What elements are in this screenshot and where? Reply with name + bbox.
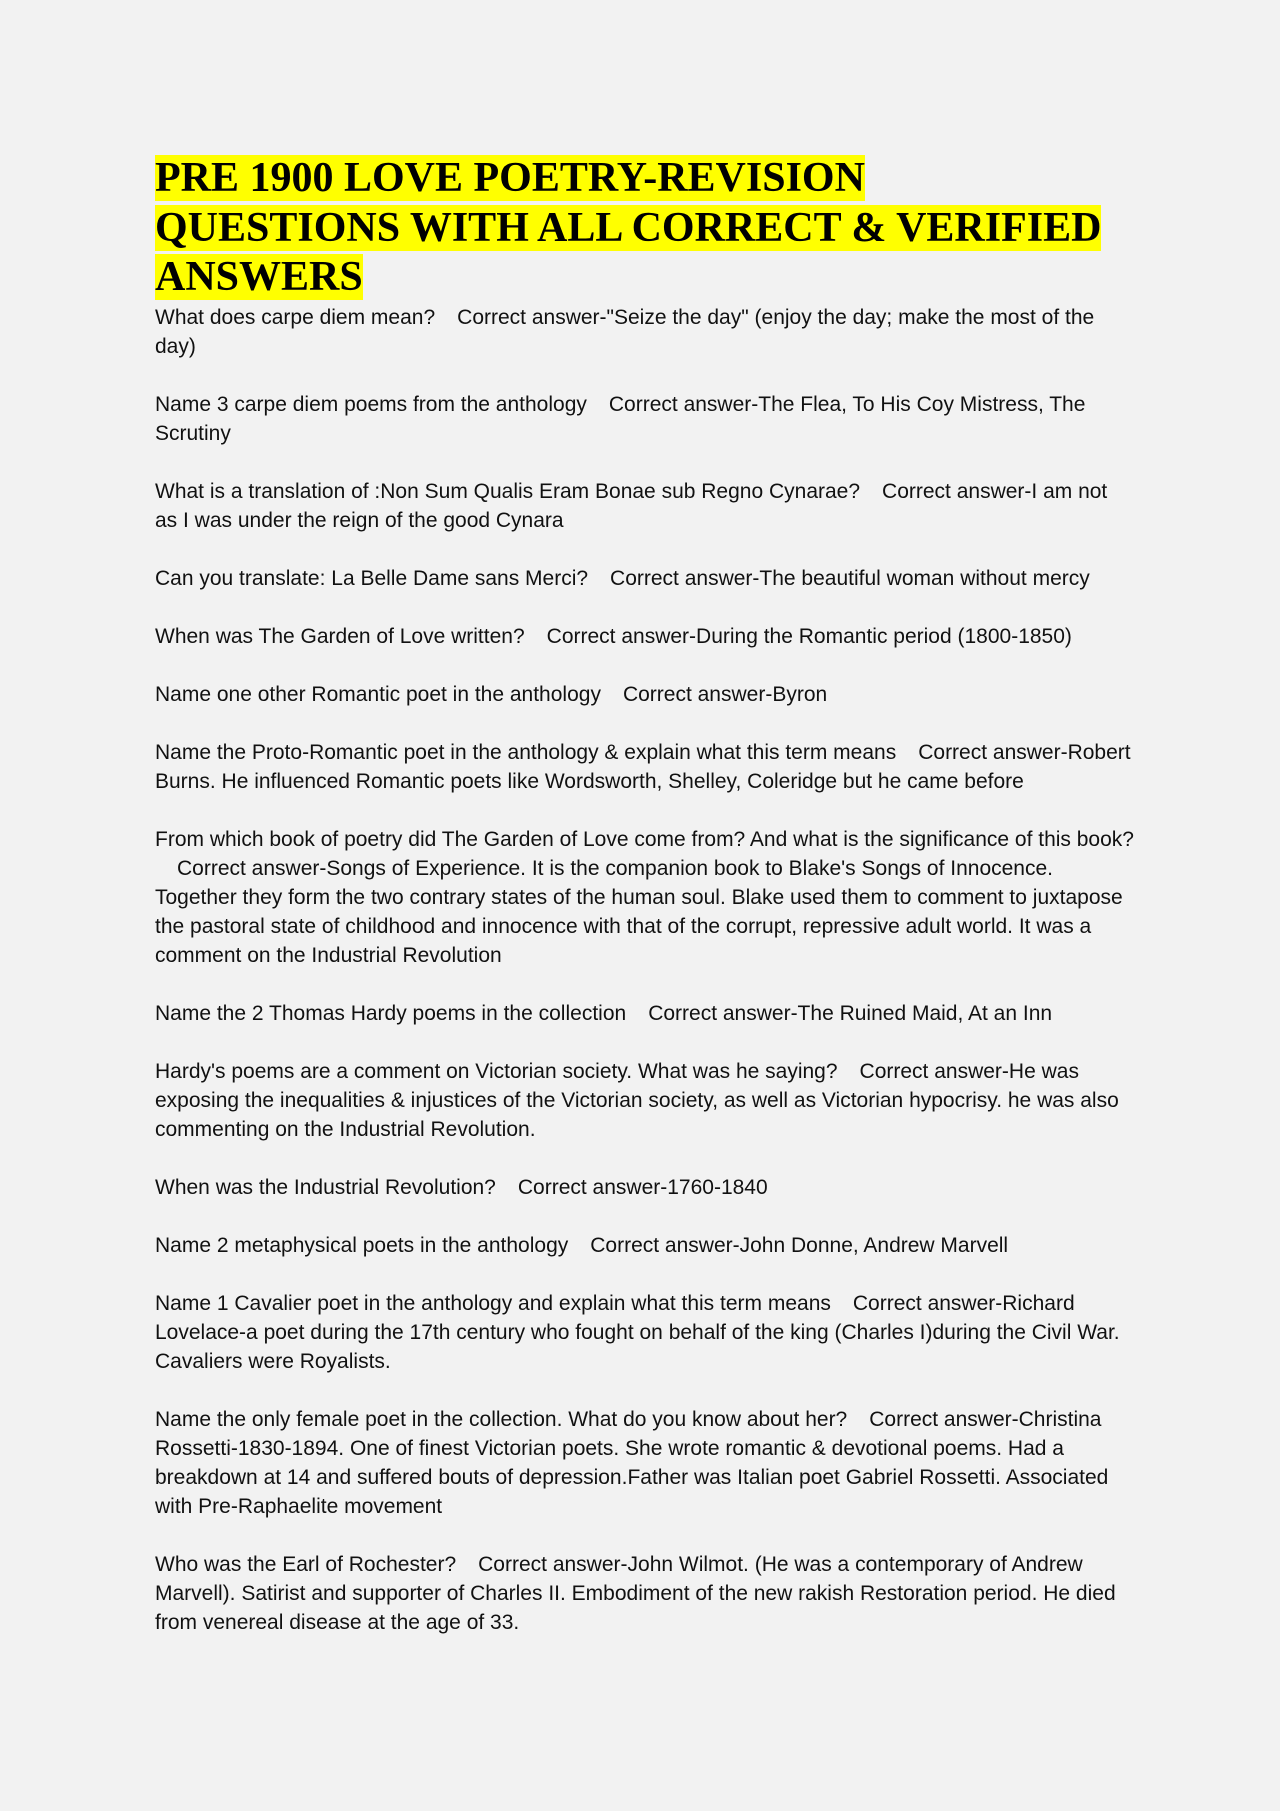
question-text: When was The Garden of Love written? <box>155 624 525 648</box>
document-page <box>155 154 1135 1666</box>
answer-text: Correct answer-The beautiful woman without mercy <box>610 566 1090 590</box>
question-text: Name one other Romantic poet in the anthology <box>155 682 601 706</box>
qa-item <box>155 564 1135 593</box>
answer-text: Correct answer-I am not as I was under the reign of the good Cynara <box>155 479 1108 532</box>
answer-text: Correct answer-Richard Lovelace-a poet during the 17th century who fought on behalf of the king (Charles I)during the Civil War. Cavaliers were Royalists. <box>155 1291 1120 1373</box>
answer-text: Correct answer-Byron <box>622 682 828 706</box>
qa-item <box>155 680 1135 709</box>
answer-text: Correct answer-Songs of Experience. It is the companion book to Blake's Songs of Innocence. Together they form the two contrary states of the human soul. Blake used them to comment to juxtapose the pastoral state of childhood and innocence with that of the corrupt, repressive adult world. It was a comment on the Industrial Revolution <box>155 856 1123 967</box>
document-title <box>155 154 1135 303</box>
question-text: Name 1 Cavalier poet in the anthology and explain what this term means <box>155 1291 831 1315</box>
answer-text: Correct answer-1760-1840 <box>517 1175 768 1199</box>
qa-item <box>155 999 1135 1028</box>
question-text: When was the Industrial Revolution? <box>155 1175 496 1199</box>
answer-text: Correct answer-The Flea, To His Coy Mistress, The Scrutiny <box>155 392 1086 445</box>
question-text: From which book of poetry did The Garden of Love come from? And what is the significance of this book? <box>155 827 1134 851</box>
question-text: Name the 2 Thomas Hardy poems in the collection <box>155 1001 627 1025</box>
answer-text: Correct answer-Robert Burns. He influenced Romantic poets like Wordsworth, Shelley, Coleridge but he came before <box>155 740 1131 793</box>
question-text: Name the only female poet in the collection. What do you know about her? <box>155 1407 848 1431</box>
qa-item <box>155 1231 1135 1260</box>
qa-list <box>155 303 1135 1637</box>
qa-item <box>155 1057 1135 1144</box>
qa-item <box>155 738 1135 796</box>
title-line: ANSWERS <box>155 254 363 300</box>
question-text: Can you translate: La Belle Dame sans Merci? <box>155 566 589 590</box>
qa-item <box>155 477 1135 535</box>
question-text: Name the Proto-Romantic poet in the anthology & explain what this term means <box>155 740 897 764</box>
title-line: QUESTIONS WITH ALL CORRECT & VERIFIED <box>155 204 1102 251</box>
answer-text: Correct answer-John Donne, Andrew Marvell <box>590 1233 1009 1257</box>
question-text: Hardy's poems are a comment on Victorian society. What was he saying? <box>155 1059 838 1083</box>
qa-item <box>155 1405 1135 1521</box>
question-text: Name 3 carpe diem poems from the anthology <box>155 392 587 416</box>
qa-item <box>155 1173 1135 1202</box>
question-text: Who was the Earl of Rochester? <box>155 1552 457 1576</box>
qa-item <box>155 390 1135 448</box>
answer-text: Correct answer-The Ruined Maid, At an Inn <box>648 1001 1053 1025</box>
answer-text: Correct answer-Christina Rossetti-1830-1894. One of finest Victorian poets. She wrote romantic & devotional poems. Had a breakdown at 14 and suffered bouts of depression.Father was Italian poet Gabriel Rossetti. Associated with Pre-Raphaelite movement <box>155 1407 1109 1518</box>
qa-item <box>155 1550 1135 1637</box>
title-line: PRE 1900 LOVE POETRY-REVISION <box>155 155 865 201</box>
qa-item <box>155 622 1135 651</box>
qa-item <box>155 303 1135 361</box>
answer-text: Correct answer-"Seize the day" (enjoy the day; make the most of the day) <box>155 305 1095 358</box>
qa-item <box>155 825 1135 970</box>
answer-text: Correct answer-He was exposing the inequalities & injustices of the Victorian society, as well as Victorian hypocrisy. he was also commenting on the Industrial Revolution. <box>155 1059 1119 1141</box>
question-text: What does carpe diem mean? <box>155 305 436 329</box>
answer-text: Correct answer-During the Romantic period (1800-1850) <box>546 624 1072 648</box>
question-text: Name 2 metaphysical poets in the anthology <box>155 1233 569 1257</box>
answer-text: Correct answer-John Wilmot. (He was a contemporary of Andrew Marvell). Satirist and supporter of Charles II. Embodiment of the new rakish Restoration period. He died from venereal disease at the age of 33. <box>155 1552 1116 1634</box>
question-text: What is a translation of :Non Sum Qualis Eram Bonae sub Regno Cynarae? <box>155 479 861 503</box>
qa-item <box>155 1289 1135 1376</box>
